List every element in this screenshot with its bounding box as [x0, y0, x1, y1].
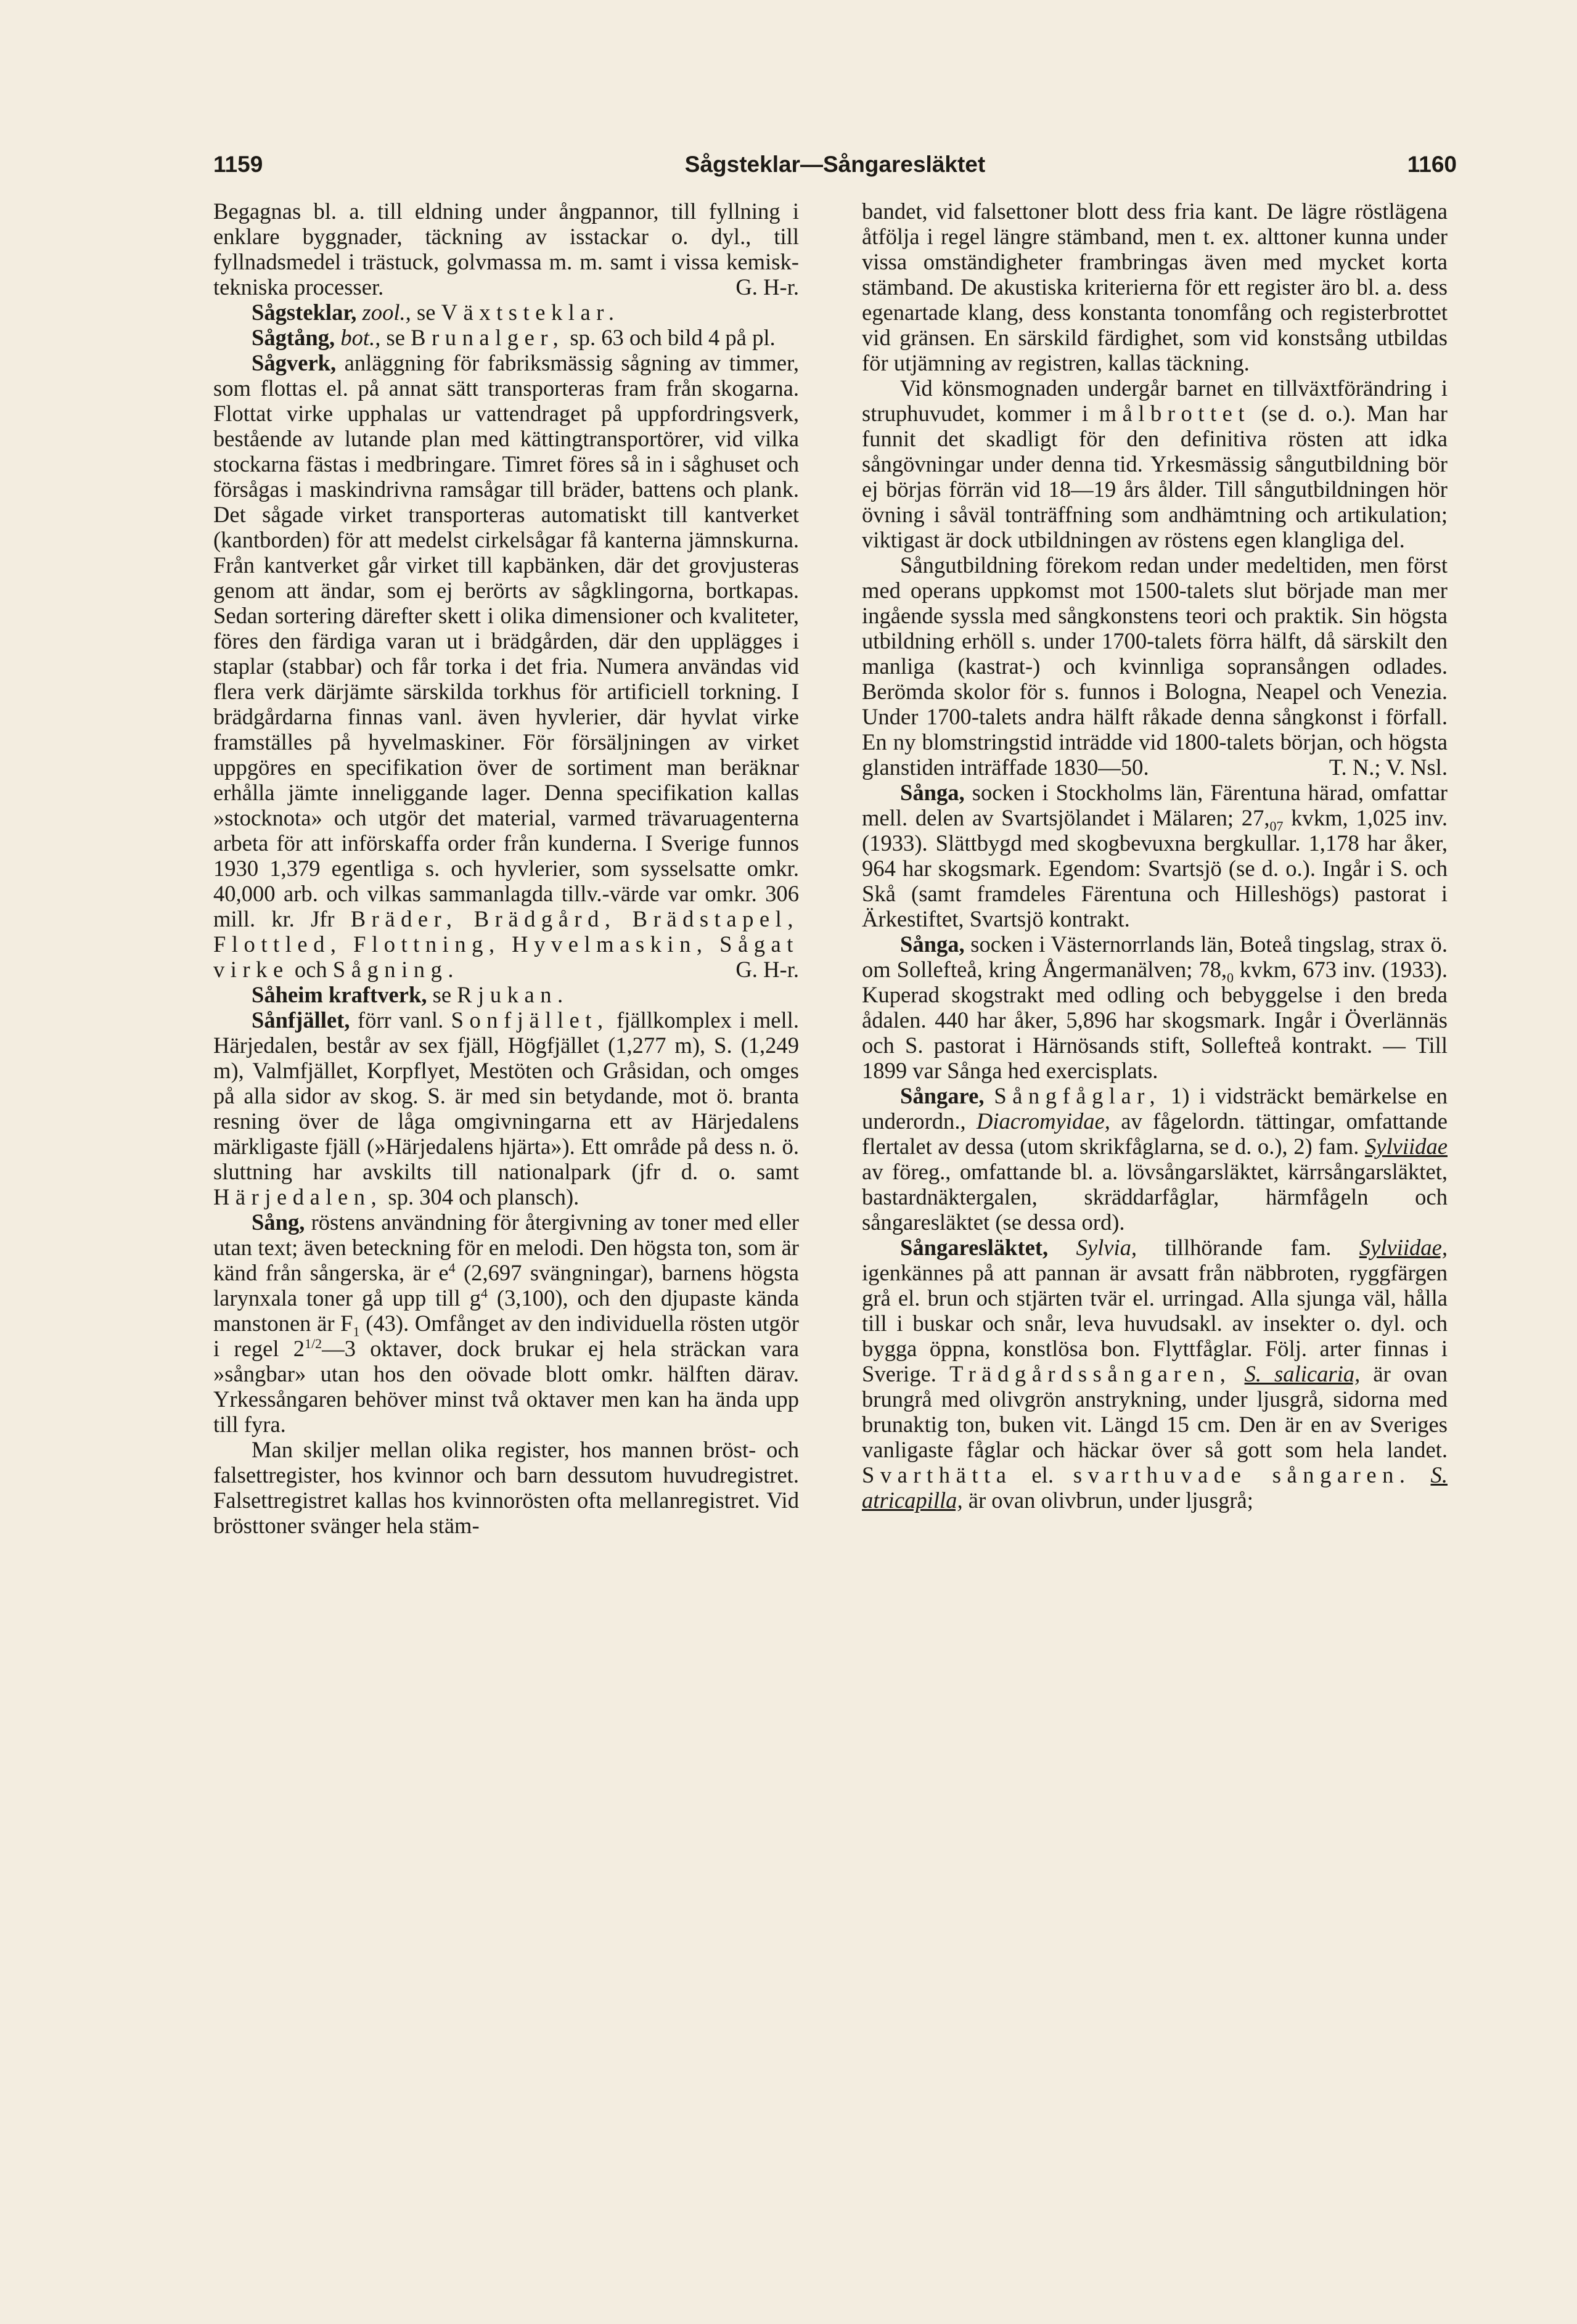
headword: Sågsteklar, — [252, 300, 357, 325]
entry-sagsteklar: Sågsteklar, zool., se Växtsteklar. — [252, 300, 620, 325]
headword: Sång, — [252, 1209, 305, 1235]
headword: Sångaresläktet, — [900, 1235, 1049, 1260]
headword: Sågtång, — [252, 325, 335, 350]
headword: Sångare, — [900, 1083, 985, 1108]
cross-reference[interactable]: Hyvelmaskin, — [512, 931, 708, 957]
cross-reference[interactable]: Flottled, — [213, 931, 342, 957]
entry-sagverk: Sågverk, anläggning för fabriksmässig sågning av timmer, som flottas el. på annat sätt transporteras fram från skogarna. Flottat virke upphalas ur vattendraget på uppfordringsverk, bestående av lutande plan med kättingtransportörer, vid vilka stockarna fästas i medbringare. Timret föres så in i såghuset och försågas i maskindrivna ramsågar till bräder, battens och plank. Det sågade virket transporteras automatiskt till kantverket (kantborden) för att medelst cirkelsågar få kanterna jämnskurna. Från kantverket går virket till kapbänken, där det grovjusteras genom att ändar, som ej berörts av sågklingorna, bortkapas. Sedan sortering därefter skett i olika dimensioner och kvaliteter, föres den färdiga varan ut i brädgården, där den upplägges i staplar (stabbar) och får torka i det fria. Numera användas vid flera verk därjämte särskilda torkhus för artificiell torkning. I brädgårdarna finnas vanl. även hyvlerier, där hyvlat virke framställes på hyvelmaskiner. För försäljningen av virket uppgöres en specifikation över de sortiment man beräknar erhålla jämte inneliggande lager. Denna specifikation kallas »stocknota» och utgör det material, varmed trävaruagenterna arbeta för att införskaffa order från kunderna. I Sverige funnos 1930 1,379 egentliga s. och hyvlerier, som sysselsatte omkr. 40,000 arb. och vilkas sammanlagda tillv.-värde var omkr. 306 mill. kr. Jfr Bräder, Brädgård, Brädstapel, Flottled, Flottning, Hyvelmaskin, Sågat virke och Sågning. G. H-r. — [213, 350, 799, 982]
headword: Sånga, — [900, 931, 965, 957]
cross-reference[interactable]: Brunalger, — [411, 325, 565, 350]
paragraph: bandet, vid falsettoner blott dess fria kant. De lägre röstlägena åtfölja i regel längre stämband, men t. ex. alttoner kunna under vissa omständigheter frambringas även med mycket korta stämband. De akustiska kriterierna för ett register äro bl. a. dess egenartade klang, dess konstanta tonomfång och registerbrottet vid gränsen. En särskild färdighet, som vid konstsång utbildas för utjämning av registren, kallas täckning. — [862, 198, 1448, 375]
headword: Sågverk, — [252, 350, 337, 375]
entry-sanga-stockholm: Sånga, socken i Stockholms län, Färentuna härad, omfattar mell. delen av Svartsjölandet i Mälaren; $27,_{07}$ kvkm, 1,025 inv. (1933). Slättbygd med skogbevuxna bergkullar. 1,178 har åker, 964 har skogsmark. Egendom: Svartsjö (se d. o.). Ingår i S. och Skå (samt framdeles Färentuna och Hilleshögs) pastorat i Ärkestiftet, Svartsjö kontrakt. — [862, 780, 1448, 931]
cross-reference[interactable]: Rjukan. — [457, 982, 569, 1007]
paragraph: Man skiljer mellan olika register, hos mannen bröst- och falsettregister, hos kvinnor och barn dessutom huvudregistret. Falsettregistret kallas hos kvinnorösten ofta mellanregistret. Vid brösttoner svänger hela stäm- — [213, 1437, 799, 1538]
headword: Sånfjället, — [252, 1007, 350, 1033]
cross-reference[interactable]: Växtsteklar. — [441, 300, 620, 325]
paragraph: Sångutbildning förekom redan under medeltiden, men först med operans uppkomst mot 1500-talets slut började man mer ingående syssla med sångkonstens teori och praktik. Sin högsta utbildning erhöll s. under 1700-talets förra hälft, då särskilt den manliga (kastrat-) och kvinnliga sopransången odlades. Berömda skolor för s. funnos i Bologna, Neapel och Venezia. Under 1700-talets andra hälft råkade denna sångkonst i förfall. En ny blomstringstid inträdde vid 1800-talets början, och högsta glanstiden inträffade 1830—50. T. N.; V. Nsl. — [862, 552, 1448, 780]
running-header — [213, 143, 1457, 186]
entry-saheim-kraftverk: Såheim kraftverk, se Rjukan. — [252, 982, 569, 1007]
running-title: Sågsteklar—Sångaresläktet — [684, 152, 986, 177]
cross-reference[interactable]: Bräder, — [350, 906, 458, 931]
cross-reference[interactable]: Sågning. — [332, 957, 460, 982]
cross-reference[interactable]: målbrottet — [1099, 401, 1251, 426]
cross-reference[interactable]: Sågat virke — [213, 931, 799, 982]
entry-continuation: Begagnas bl. a. till eldning under ångpannor, till fyllning i enklare byggnader, täckning av isstackar o. dyl., till fyllnadsmedel i trästuck, golvmassa m. m. samt i vissa kemisk-tekniska processer. G. H-r. — [213, 198, 799, 300]
headword: Sånga, — [900, 780, 965, 805]
column-right — [862, 198, 1448, 2171]
cross-reference[interactable]: svarthuvade sångaren. — [1073, 1462, 1411, 1487]
entry-sagtang: Sågtång, bot., se Brunalger, sp. 63 och bild 4 på pl. — [252, 325, 776, 350]
entry-sang: Sång, röstens användning för återgivning av toner med eller utan text; även beteckning för en melodi. Den högsta ton, som är känd från sångerska, är $e^4$ (2,697 svängningar), barnens högsta larynxala toner gå upp till $g^4$ (3,100), och den djupaste kända manstonen är $F_1$ (43). Omfånget av den individuella rösten utgör i regel $2^{1/2}—3$ oktaver, dock brukar ej hela sträckan vara »sångbar» utan hos den oövade blott omkr. hälften därav. Yrkessångaren behöver minst två oktaver men kan ha ända upp till fyra. — [213, 1209, 799, 1437]
headword: Såheim kraftverk, — [252, 982, 427, 1007]
cross-reference[interactable]: Flottning, — [353, 931, 501, 957]
cross-reference[interactable]: Härjedalen, — [213, 1184, 383, 1209]
cross-reference[interactable]: Trädgårdssångaren, — [949, 1361, 1232, 1386]
author-signature: G. H-r. — [735, 957, 799, 982]
page-number-left: 1159 — [213, 152, 263, 177]
page-number-right: 1160 — [1407, 152, 1457, 177]
entry-sangaresläktet: Sångaresläktet, Sylvia, tillhörande fam. Sylviidae, igenkännes på att pannan är avsatt från näbbroten, ryggfärgen grå el. brun och stjärten tvär el. urringad. Alla sjunga väl, hålla till i buskar och snår, leva huvudsakl. av insekter o. dyl. och bygga öppna, konstlösa bon. Flyttfåglar. Följ. arter finnas i Sverige. Trädgårdssångaren, S. salicaria, är ovan brungrå med olivgrön anstrykning, under ljusgrå, sidorna med brunaktig ton, buken vit. Längd 15 cm. Den är en av Sveriges vanligaste fåglar och häckar över så gott som hela landet. Svarthätta el. svarthuvade sångaren. S. atricapilla, är ovan olivbrun, under ljusgrå; — [862, 1235, 1448, 1513]
cross-reference[interactable]: Brädgård, — [473, 906, 616, 931]
cross-reference[interactable]: Brädstapel, — [632, 906, 799, 931]
author-signature: T. N.; V. Nsl. — [1329, 755, 1448, 780]
cross-reference[interactable]: Sonfjället, — [451, 1007, 609, 1033]
author-signature: G. H-r. — [735, 274, 799, 300]
cross-reference[interactable]: Sångfåglar, — [994, 1083, 1161, 1108]
entry-sanga-vasternorrland: Sånga, socken i Västernorrlands län, Boteå tingslag, strax ö. om Sollefteå, kring Ångermanälven; $78,_0$ kvkm, 673 inv. (1933). Kuperad skogstrakt med odling och bebyggelse i den breda ådalen. 440 har åker, 5,896 har skogsmark. Ingår i Överlännäs och S. pastorat i Härnösands stift, Sollefteå kontrakt. — Till 1899 var Sånga hed exercisplats. — [862, 931, 1448, 1083]
cross-reference[interactable]: Svarthätta — [862, 1462, 1012, 1487]
paragraph: Vid könsmognaden undergår barnet en tillväxtförändring i struphuvudet, kommer i målbrottet (se d. o.). Man har funnit det skadligt för den definitiva rösten att idka sångövningar under denna tid. Yrkesmässig sångutbildning bör ej börjas förrän vid 18—19 års ålder. Till sångutbildningen hör övning i såväl tonträffning som andhämtning och artikulation; viktigast är dock utbildningen av röstens egen klangliga del. — [862, 375, 1448, 552]
column-left — [213, 198, 799, 2171]
entry-sanfjallet: Sånfjället, förr vanl. Sonfjället, fjällkomplex i mell. Härjedalen, består av sex fjäll, Högfjället (1,277 m), S. (1,249 m), Valmfjället, Korpflyet, Mestöten och Gråsidan, och omges på alla sidor av skog. S. är med sin betydande, mot ö. branta resning över de låga omgivningarna ett av Härjedalens märkligaste fjäll (»Härjedalens hjärta»). Ett område på dess n. ö. sluttning har avskilts till nationalpark (jfr d. o. samt Härjedalen, sp. 304 och plansch). — [213, 1007, 799, 1209]
entry-sangare: Sångare, Sångfåglar, 1) i vidsträckt bemärkelse en underordn., Diacromyidae, av fågelordn. tättingar, omfattande flertalet av dessa (utom skrikfåglarna, se d. o.), 2) fam. Sylviidae av föreg., omfattande bl. a. lövsångarsläktet, kärrsångarsläktet, bastardnäktergalen, skräddarfåglar, härmfågeln och sångaresläktet (se dessa ord). — [862, 1083, 1448, 1235]
